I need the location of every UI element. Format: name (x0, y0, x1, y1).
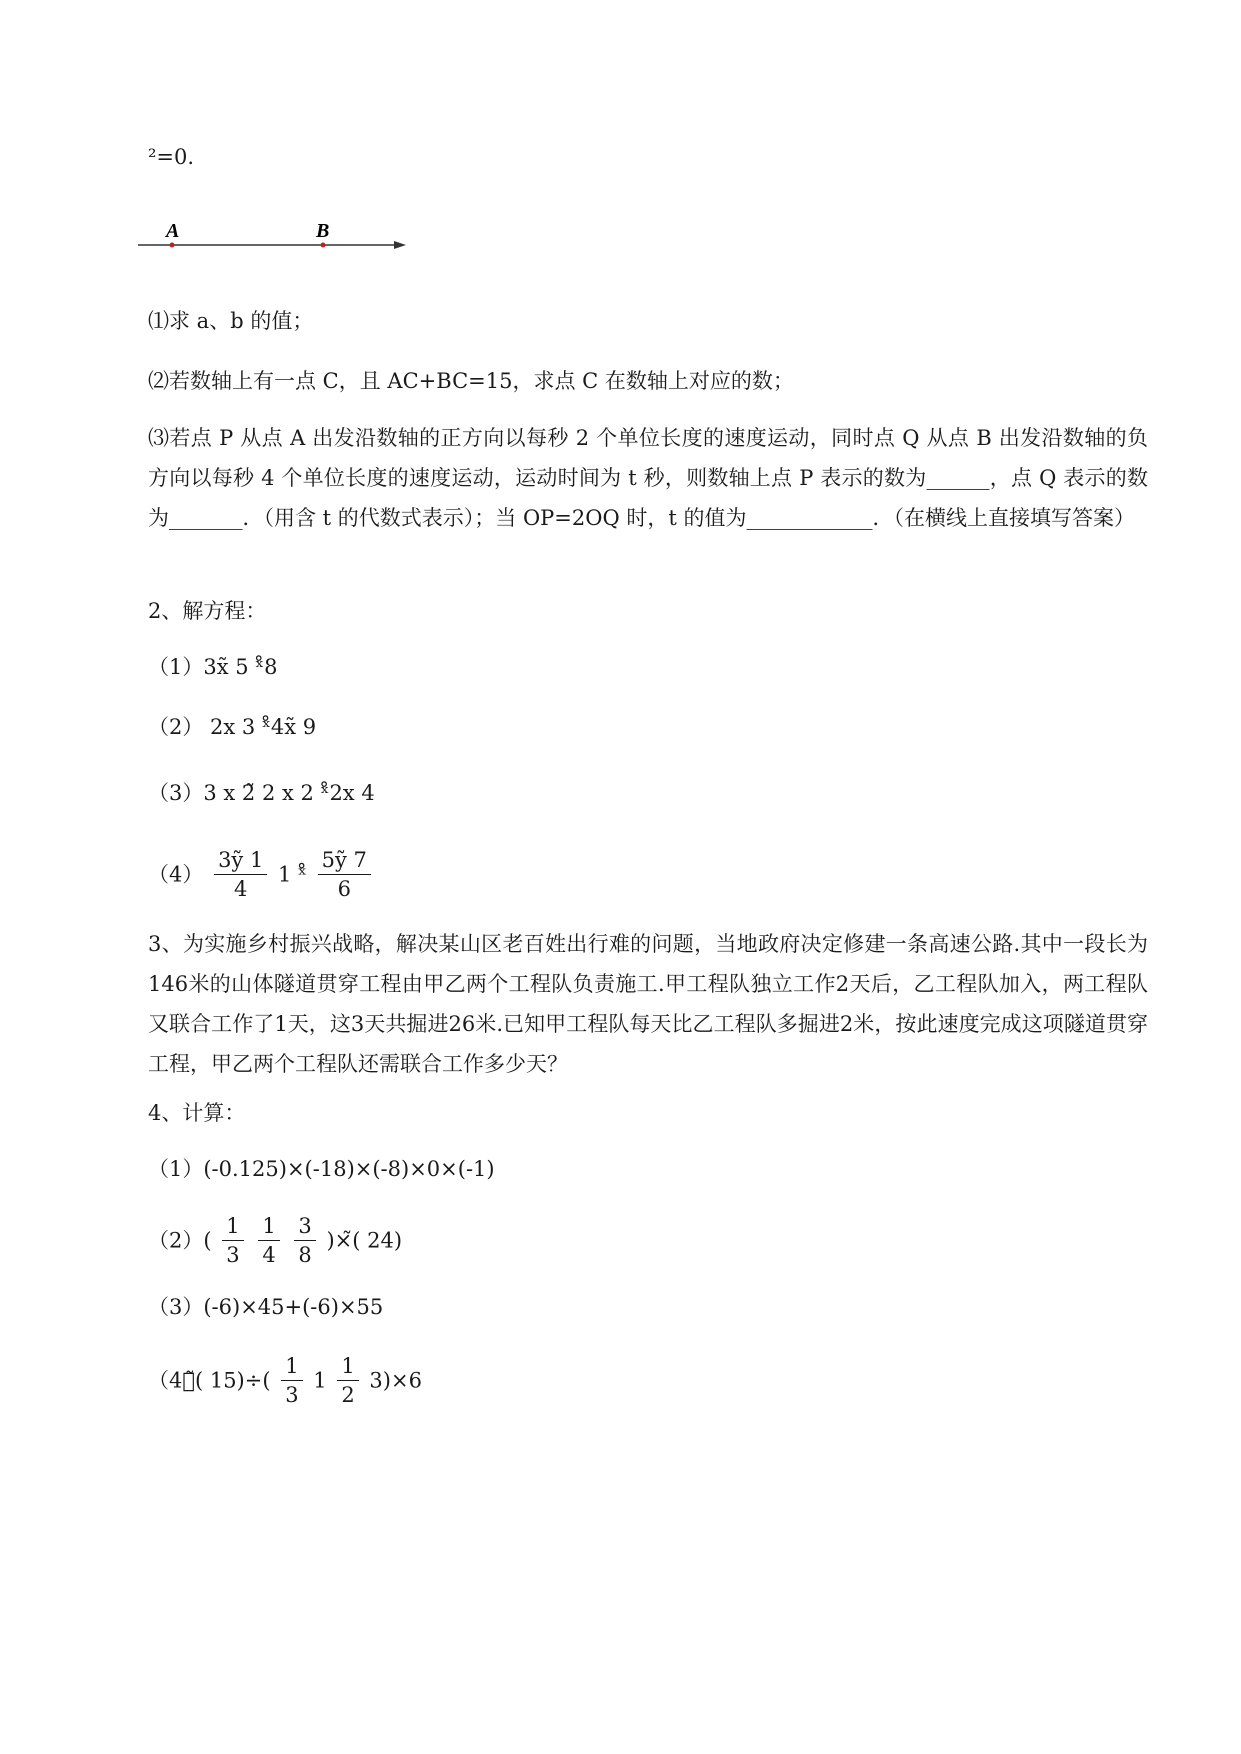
q4-calc4-f1-den: 3 (285, 1383, 299, 1407)
point-a-dot (170, 243, 175, 248)
q2-eq4-frac1-den: 4 (234, 877, 248, 901)
q2-eq1: （1）3x̃ 5 ˣ̊8 (148, 655, 278, 679)
q4-calc4-label: （4）̃( 15)÷( (148, 1368, 271, 1393)
q2-eq4-label: （4） (148, 862, 204, 887)
q1-part2: ⑵若数轴上有一点 C，且 AC+BC=15，求点 C 在数轴上对应的数； (148, 369, 794, 393)
q4-calc2-f2-num: 1 (258, 1212, 279, 1241)
q2-eq4 (148, 846, 375, 903)
equation-fragment: ²=0. (148, 145, 195, 169)
q4-calc2-f2-den: 4 (262, 1243, 276, 1267)
point-b-dot (321, 243, 326, 248)
q4-calc4-fraction-2 (337, 1352, 358, 1409)
q4-calc4-tail: 3)×6 (369, 1368, 422, 1393)
point-b-label: B (316, 220, 330, 242)
q2-eq3: （3）3 x 2̃ 2 x 2 ˣ̊2x 4 (148, 781, 375, 805)
q4-calc4-f2-den: 2 (341, 1383, 355, 1407)
q4-calc2-fraction-2 (258, 1212, 279, 1269)
q4-calc4 (148, 1352, 422, 1409)
q4-calc4-mid: 1 (313, 1368, 327, 1393)
q2-eq2: （2） 2x 3 ˣ̊4x̃ 9 (148, 715, 317, 739)
q4-calc4-f1-num: 1 (281, 1352, 302, 1381)
q4-calc2-f1-num: 1 (222, 1212, 243, 1241)
q4-calc2 (148, 1212, 402, 1269)
q2-eq4-fraction-2 (318, 846, 371, 903)
q1-part3: ⑶若点 P 从点 A 出发沿数轴的正方向以每秒 2 个单位长度的速度运动，同时点 Q 从点 B 出发沿数轴的负方向以每秒 4 个单位长度的速度运动，运动时间为 t 秒，则数轴上点 P 表示的数为______，点 Q 表示的数为_______．（用含 t 的代数式表示）；当 OP=2OQ 时，t 的值为____________．（在横线上直接填写答案） (148, 426, 1148, 530)
q4-calc2-fraction-3 (294, 1212, 315, 1269)
q2-eq4-fraction-1 (214, 846, 267, 903)
q2-eq4-frac2-den: 6 (337, 877, 351, 901)
q4-calc2-label: （2）( (148, 1228, 212, 1253)
q4-calc2-fraction-1 (222, 1212, 243, 1269)
q4-calc1: （1）(-0.125)×(-18)×(-8)×0×(-1) (148, 1157, 495, 1181)
q4-calc4-f2-num: 1 (337, 1352, 358, 1381)
q4-calc3: （3）(-6)×45+(-6)×55 (148, 1295, 384, 1319)
q4-calc2-f3-den: 8 (298, 1243, 312, 1267)
number-line-arrow (394, 241, 406, 249)
q4-title: 4、计算： (148, 1101, 246, 1125)
q2-title: 2、解方程： (148, 599, 267, 623)
number-line-figure (130, 210, 430, 260)
q4-calc2-f3-num: 3 (294, 1212, 315, 1241)
q2-eq4-frac1-num: 3ỹ 1 (214, 846, 267, 875)
q4-calc2-f1-den: 3 (226, 1243, 240, 1267)
q3-text: 3、为实施乡村振兴战略，解决某山区老百姓出行难的问题，当地政府决定修建一条高速公路.其中一段长为146米的山体隧道贯穿工程由甲乙两个工程队负责施工.甲工程队独立工作2天后，乙工程队加入，两工程队又联合工作了1天，这3天共掘进26米.已知甲工程队每天比乙工程队多掘进2米，按此速度完成这项隧道贯穿工程，甲乙两个工程队还需联合工作多少天？ (148, 932, 1148, 1076)
q4-calc4-fraction-1 (281, 1352, 302, 1409)
q2-eq4-frac2-num: 5ỹ 7 (318, 846, 371, 875)
q1-part1: ⑴求 a、b 的值； (148, 309, 314, 333)
point-a-label: A (166, 220, 180, 242)
q4-calc2-tail: )×̃( 24) (326, 1228, 403, 1253)
q2-eq4-middle: 1 ˣ̊ (278, 862, 307, 887)
